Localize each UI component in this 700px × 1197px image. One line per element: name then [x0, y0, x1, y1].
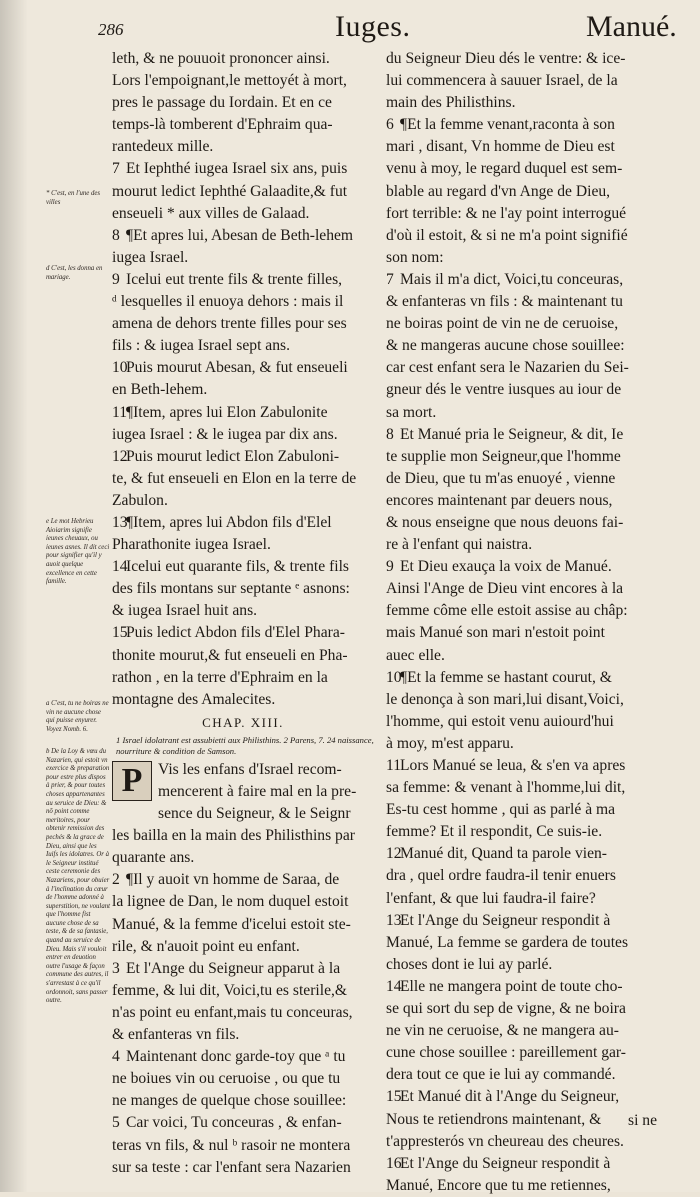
line-text: & enfanteras vn fils : & maintenant tu [386, 293, 623, 311]
text-line [112, 556, 374, 578]
text-line [112, 225, 374, 247]
line-text: auec elle. [386, 646, 445, 664]
text-line [112, 578, 374, 600]
text-line [112, 759, 374, 781]
line-text: temps-là tomberent d'Ephraim qua- [112, 116, 333, 134]
line-text: ne vin ne ceruoise, & ne mangera au- [386, 1022, 619, 1040]
verse-number: 12 [386, 845, 402, 863]
text-line [386, 490, 670, 512]
line-text: Es-tu cest homme , qui as parlé à ma [386, 801, 616, 819]
text-line [386, 48, 670, 70]
text-line [386, 1153, 670, 1175]
line-text: t'appresterós vn cheureau des cheures. [386, 1132, 624, 1150]
line-text: Et Manué dit à l'Ange du Seigneur, [400, 1088, 620, 1106]
text-line [386, 1086, 670, 1108]
catchword: si ne [628, 1112, 658, 1129]
verse-number: 6 [386, 116, 394, 134]
line-text: Elle ne mangera point de toute cho- [400, 977, 623, 995]
line-text: le denonça à son mari,lui disant,Voici, [386, 690, 624, 708]
text-line [112, 203, 374, 225]
line-text: amena de dehors trente filles pour ses [112, 315, 347, 333]
text-line [386, 1064, 670, 1086]
text-line [112, 1112, 374, 1134]
margin-note-e: e Le mot Hebrieu Aioiarim signifie ieunes cheuaux, ou ieunes asnes. Il dit ceci pour signifier qu'il y auoit quelque excellence en cette famille. [46, 518, 110, 586]
line-text: l'enfant, & que lui faudra-il faire? [386, 889, 596, 907]
line-text: fils : & iugea Israel sept ans. [112, 337, 290, 355]
text-line [112, 114, 374, 136]
text-line [112, 158, 374, 180]
line-text: la lignee de Dan, le nom duquel estoit [112, 893, 349, 911]
line-text: re à l'enfant qui naistra. [386, 536, 533, 554]
line-text: blable au regard d'vn Ange de Dieu, [386, 182, 611, 200]
line-text: Pharathonite iugea Israel. [112, 536, 271, 554]
line-text: rile, & n'auoit point eu enfant. [112, 937, 300, 955]
line-text: te, & fut enseueli en Elon en la terre de [112, 469, 357, 487]
verse-number: 10 [386, 668, 402, 686]
line-text: thonite mourut,& fut enseueli en Pha- [112, 646, 348, 664]
line-text: pres le passage du Iordain. Et en ce [112, 94, 332, 112]
text-line [386, 733, 670, 755]
line-text: mourut ledict Iephthé Galaadite,& fut [112, 182, 348, 200]
line-text: enseueli * aux villes de Galaad. [112, 204, 310, 222]
line-text: Vis les enfans d'Israel recom- [158, 760, 342, 778]
text-line [112, 534, 374, 556]
text-line [112, 869, 374, 891]
line-text: Puis mourut Abesan, & fut enseueli [126, 359, 348, 377]
text-line [112, 667, 374, 689]
line-text: main des Philisthins. [386, 94, 516, 112]
line-text: Manué, La femme se gardera de toutes [386, 933, 629, 951]
text-line [112, 48, 374, 70]
text-line [386, 446, 670, 468]
line-text: fort terrible: & ne l'ay point interrogué [386, 204, 627, 222]
text-line [112, 645, 374, 667]
text-line [112, 781, 374, 803]
chapter-summary: 1 Israel idolatrant est assubietti aux Philisthins. 2 Parens, 7. 24 naissance, nourriture & condition de Samson. [116, 734, 374, 756]
line-text: femme? Et il respondit, Ce suis-ie. [386, 823, 603, 841]
text-line [112, 980, 374, 1002]
margin-note-b: b De la Loy & vœu du Nazarien, qui estoit vn exercice & preparation pour estre plus dispos à prier, & pour toutes choses appartenantes au seruice de Dieu: & nō point comme meritoires, pour obtenir remission des pechés & la grace de Dieu, ainsi que les Iuifs les idolatres. Or à le Seigneur institué ceste ceremonie des Nazariens, pour obuier à l'inclination du cœur de l'homme adonné à superstition, ne voulant que l'homme fist aucune chose de sa teste, & de sa fantasie, quand au seruice de Dieu. Mais s'il vouloit entrer en deuotion outre l'usage & façon commune des autres, il s'arrestast à ce qu'il ordonnoit, sans passer outre. [46, 748, 110, 1005]
line-text: sence du Seigneur, & le Seignr [158, 805, 351, 823]
text-line [112, 335, 374, 357]
verse-number: 9 [112, 270, 120, 288]
line-text: rantedeux mille. [112, 138, 214, 156]
text-line [386, 645, 670, 667]
line-text: encores maintenant par deuers nous, [386, 491, 613, 509]
text-line [386, 1042, 670, 1064]
text-line [386, 136, 670, 158]
text-line [112, 402, 374, 424]
text-line [112, 689, 374, 711]
text-line [386, 269, 670, 291]
text-line [386, 888, 670, 910]
text-line [386, 512, 670, 534]
text-line [112, 600, 374, 622]
line-text: iugea Israel : & le iugea par dix ans. [112, 425, 338, 443]
text-line [386, 976, 670, 998]
line-text: venu à moy, le regard duquel est sem- [386, 160, 623, 178]
line-text: car cest enfant sera le Nazarien du Sei- [386, 359, 629, 377]
text-line [112, 313, 374, 335]
line-text: & ne mangeras aucune chose souillee: [386, 337, 625, 355]
line-text: ¶Et la femme venant,raconta à son [400, 116, 615, 134]
verse-number: 15 [386, 1088, 402, 1106]
text-line [386, 998, 670, 1020]
text-line [112, 936, 374, 958]
line-text: Et l'Ange du Seigneur respondit à [400, 911, 611, 929]
text-line [112, 825, 374, 847]
text-line [112, 1157, 374, 1179]
line-text: sa femme: & venant à l'homme,lui dit, [386, 779, 626, 797]
line-text: & enfanteras vn fils. [112, 1026, 240, 1044]
text-line [112, 891, 374, 913]
line-text: iugea Israel. [112, 248, 189, 266]
chapter-heading: CHAP. XIII. [202, 714, 284, 730]
text-line [386, 954, 670, 976]
line-text: sa mort. [386, 403, 437, 421]
line-text: dra , quel ordre faudra-il tenir enuers [386, 867, 616, 885]
margin-note-d: d C'est, les donna en mariage. [46, 265, 103, 281]
text-line [386, 799, 670, 821]
verse-number: 12 [112, 447, 128, 465]
text-line [112, 468, 374, 490]
line-text: quarante ans. [112, 849, 195, 867]
text-line [386, 578, 670, 600]
verse-number: 10 [112, 359, 128, 377]
line-text: du Seigneur Dieu dés le ventre: & ice- [386, 50, 626, 67]
line-text: ¶Et la femme se hastant courut, & [400, 668, 612, 686]
line-text: mencerent à faire mal en la pre- [158, 783, 357, 800]
text-line [386, 379, 670, 401]
line-text: choses dont ie lui ay parlé. [386, 955, 553, 973]
line-text: ne manges de quelque chose souillee: [112, 1092, 347, 1110]
verse-number: 2 [112, 871, 120, 889]
text-line [386, 843, 670, 865]
text-line [386, 357, 670, 379]
line-text: de Dieu, que tu m'as enuoyé , vienne [386, 469, 616, 487]
text-line [386, 92, 670, 114]
line-text: Manué dit, Quand ta parole vien- [400, 845, 607, 863]
text-line [112, 247, 374, 269]
text-line [386, 468, 670, 490]
line-text: Puis mourut ledict Elon Zabuloni- [126, 447, 340, 465]
line-text: ¶Item, apres lui Elon Zabulonite [126, 403, 328, 421]
line-text: l'homme, qui estoit venu auiourd'hui [386, 712, 614, 730]
verse-number: 3 [112, 959, 120, 977]
text-line [112, 490, 374, 512]
line-text: Et Iephthé iugea Israel six ans, puis [126, 160, 348, 178]
verse-number: 15 [112, 624, 128, 642]
line-text: te supplie mon Seigneur,que l'homme [386, 447, 621, 465]
line-text: Manué, & la femme d'icelui estoit ste- [112, 915, 351, 933]
line-text: Ainsi l'Ange de Dieu vint encores à la [386, 580, 624, 598]
line-text: cune chose souillee : pareillement gar- [386, 1044, 626, 1062]
line-text: se qui sort du sep de vigne, & ne boira [386, 1000, 626, 1018]
line-text: Mais il m'a dict, Voici,tu conceuras, [400, 270, 624, 288]
running-title: Iuges. [335, 10, 411, 43]
line-text: Icelui eut trente fils & trente filles, [126, 270, 343, 288]
line-text: lui commencera à sauuer Israel, de la [386, 72, 618, 90]
text-line [112, 958, 374, 980]
text-line [112, 181, 374, 203]
text-line [386, 203, 670, 225]
verse-number: 5 [112, 1114, 120, 1132]
text-line [386, 424, 670, 446]
text-line [386, 711, 670, 733]
line-text: ne boiras point de vin ne de ceruoise, [386, 315, 619, 333]
text-line [112, 92, 374, 114]
right-running-title: Manué. [586, 10, 677, 43]
text-line [386, 402, 670, 424]
text-line [112, 291, 374, 313]
text-line [386, 181, 670, 203]
verse-number: 8 [386, 425, 394, 443]
line-text: & nous enseigne que nous deuons fai- [386, 513, 624, 531]
line-text: mais Manué son mari n'estoit point [386, 624, 605, 642]
verse-number: 13 [112, 513, 128, 531]
line-text: Manué, Encore que tu me retiennes, [386, 1176, 611, 1194]
margin-note-star: * C'est, en l'une des villes [46, 190, 101, 206]
line-text: ᵈ lesquelles il enuoya dehors : mais il [112, 293, 344, 311]
line-text: Et l'Ange du Seigneur respondit à [400, 1154, 611, 1172]
verse-number: 13 [386, 911, 402, 929]
line-text: ¶Et apres lui, Abesan de Beth-lehem [126, 226, 354, 244]
line-text: Et Dieu exauça la voix de Manué. [400, 558, 612, 576]
line-text: Et Manué pria le Seigneur, & dit, Ie [400, 425, 624, 443]
text-line [386, 910, 670, 932]
text-line [112, 446, 374, 468]
text-line [386, 114, 670, 136]
line-text: des fils montans sur septante ᵉ asnons: [112, 580, 350, 598]
verse-number: 9 [386, 558, 394, 576]
text-line [386, 667, 670, 689]
text-line [386, 777, 670, 799]
text-line [386, 313, 670, 335]
text-line [386, 1175, 670, 1197]
line-text: femme, & lui dit, Voici,tu es sterile,& [112, 981, 348, 999]
verse-number: 11 [112, 403, 128, 421]
text-line [386, 291, 670, 313]
verse-number: 7 [112, 160, 120, 178]
text-line [112, 269, 374, 291]
page-number: 286 [98, 20, 124, 39]
text-line [112, 70, 374, 92]
line-text: gneur dés le ventre iusques au iour de [386, 381, 622, 399]
verse-number: 16 [386, 1154, 402, 1172]
verse-number: 14 [112, 558, 128, 576]
line-text: sur sa teste : car l'enfant sera Nazarien [112, 1158, 351, 1176]
line-text: Lors Manué se leua, & s'en va apres [400, 757, 626, 774]
line-text: Lors l'empoignant,le mettoyét à mort, [112, 72, 347, 90]
text-line [112, 136, 374, 158]
text-line [386, 755, 670, 777]
text-line [112, 379, 374, 401]
text-line [112, 512, 374, 534]
line-text: dera tout ce que ie lui ay commandé. [386, 1066, 616, 1084]
text-line [112, 1090, 374, 1112]
line-text: mari , disant, Vn homme de Dieu est [386, 138, 615, 156]
text-line [112, 357, 374, 379]
verse-number: 14 [386, 977, 402, 995]
line-text: Maintenant donc garde-toy que ᵃ tu [126, 1048, 346, 1066]
line-text: rathon , en la terre d'Ephraim en la [112, 668, 328, 686]
right-text-column [386, 48, 670, 1197]
text-line [386, 70, 670, 92]
text-line [386, 1131, 670, 1153]
line-text: Zabulon. [112, 491, 168, 509]
text-line [112, 622, 374, 644]
line-text: teras vn fils, & nul ᵇ rasoir ne montera [112, 1136, 351, 1154]
line-text: les bailla en la main des Philisthins par [112, 827, 355, 845]
text-line [386, 622, 670, 644]
text-line [386, 600, 670, 622]
line-text: Et l'Ange du Seigneur apparut à la [126, 959, 341, 977]
text-line [112, 1046, 374, 1068]
text-line [386, 932, 670, 954]
chapter-opening [112, 759, 374, 1179]
text-line [112, 914, 374, 936]
left-text-column [112, 48, 374, 1179]
text-line [386, 225, 670, 247]
text-line [386, 158, 670, 180]
line-text: femme côme elle estoit assise au châp: [386, 602, 628, 620]
text-line [112, 1024, 374, 1046]
line-text: montagne des Amalecites. [112, 690, 276, 708]
text-line [112, 1135, 374, 1157]
line-text: Nous te retiendrons maintenant, & [386, 1110, 602, 1128]
line-text: & iugea Israel huit ans. [112, 602, 258, 620]
text-line [112, 1002, 374, 1024]
line-text: ¶Il y auoit vn homme de Saraa, de [126, 871, 340, 889]
verse-number: 4 [112, 1048, 120, 1066]
text-line [112, 424, 374, 446]
verse-number: 11 [386, 757, 402, 774]
line-text: son nom: [386, 248, 444, 266]
line-text: ne boiues vin ou ceruoise , ou que tu [112, 1070, 341, 1088]
text-line [386, 247, 670, 269]
text-line [386, 689, 670, 711]
line-text: d'où il estoit, & si ne m'a point signifié [386, 226, 628, 244]
text-line [386, 821, 670, 843]
line-text: Icelui eut quarante fils, & trente fils [126, 558, 349, 576]
text-line [112, 1068, 374, 1090]
line-text: n'as point eu enfant,mais tu conceuras, [112, 1003, 353, 1021]
text-line [112, 803, 374, 825]
text-line [386, 865, 670, 887]
text-line [386, 1020, 670, 1042]
line-text: leth, & ne pouuoit prononcer ainsi. [112, 50, 330, 67]
text-line [112, 847, 374, 869]
line-text: à moy, m'est apparu. [386, 734, 514, 752]
text-line [386, 556, 670, 578]
verse-number: 8 [112, 226, 120, 244]
line-text: en Beth-lehem. [112, 381, 208, 399]
line-text: Car voici, Tu conceuras , & enfan- [126, 1114, 342, 1132]
drop-cap: P [112, 761, 152, 801]
verse-number: 7 [386, 270, 394, 288]
text-line [386, 534, 670, 556]
margin-note-a: a C'est, tu ne boiras ne vin ne aucune chose qui puisse enyurer. Voyez Nomb. 6. [46, 700, 109, 733]
gutter-shadow [0, 0, 28, 1192]
text-line [386, 335, 670, 357]
line-text: ¶Item, apres lui Abdon fils d'Elel [126, 513, 332, 531]
line-text: Puis ledict Abdon fils d'Elel Phara- [126, 624, 345, 642]
